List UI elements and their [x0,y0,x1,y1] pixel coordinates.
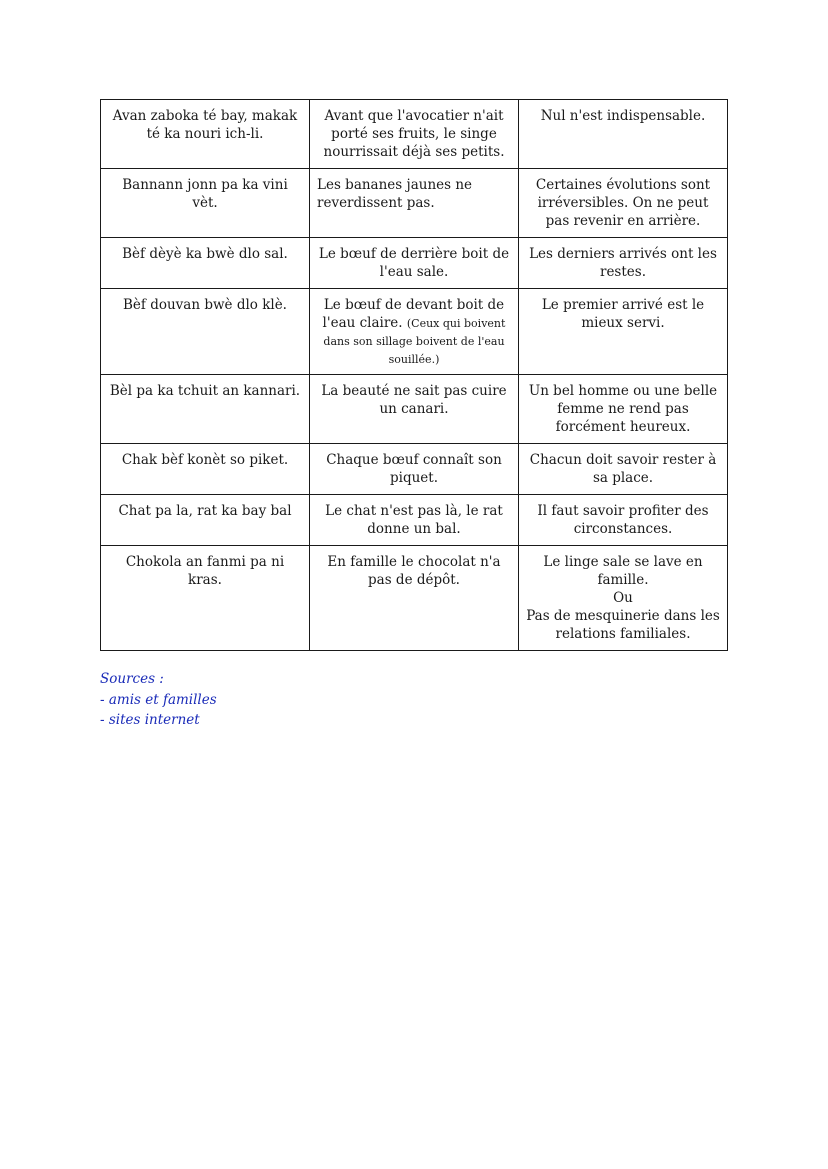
meaning-cell [519,169,728,238]
meaning-line: Certaines évolutions sont irréversibles. On ne peut pas revenir en arrière. [535,177,711,229]
meaning-cell [519,495,728,546]
creole-proverb-cell: Bannann jonn pa ka vini vèt. [101,169,310,238]
meaning-cell [519,444,728,495]
literal-text: La beauté ne sait pas cuire un canari. [321,383,507,417]
meaning-line: Ou [613,590,633,606]
literal-text: Le chat n'est pas là, le rat donne un bal. [325,503,503,537]
meaning-line: Chacun doit savoir rester à sa place. [529,452,717,486]
meaning-cell [519,238,728,289]
literal-translation-cell [310,495,519,546]
meaning-line: Un bel homme ou une belle femme ne rend pas forcément heureux. [528,383,718,435]
meaning-cell [519,546,728,651]
literal-note: (Ceux qui boivent dans son sillage boivent de l'eau souillée.) [323,317,506,366]
creole-proverb-cell: Chokola an fanmi pa ni kras. [101,546,310,651]
creole-proverb-cell: Bèl pa ka tchuit an kannari. [101,375,310,444]
literal-text: Avant que l'avocatier n'ait porté ses fruits, le singe nourrissait déjà ses petits. [323,108,505,160]
literal-translation-cell [310,289,519,375]
table-row [101,546,728,651]
table-row [101,375,728,444]
meaning-line: Le premier arrivé est le mieux servi. [541,297,705,331]
meaning-cell [519,289,728,375]
literal-translation-cell [310,546,519,651]
literal-text: Les bananes jaunes ne reverdissent pas. [317,177,473,211]
creole-proverb-cell: Avan zaboka té bay, makak té ka nouri ich-li. [101,100,310,169]
table-row [101,289,728,375]
source-item: - amis et familles [100,691,217,708]
literal-translation-cell [310,100,519,169]
literal-text: Le bœuf de derrière boit de l'eau sale. [318,246,510,280]
sources-block [100,669,217,731]
creole-proverb-cell: Bèf douvan bwè dlo klè. [101,289,310,375]
meaning-line: Le linge sale se lave en famille. [543,554,703,588]
meaning-line: Pas de mesquinerie dans les relations familiales. [526,608,720,642]
creole-proverb-cell: Bèf dèyè ka bwè dlo sal. [101,238,310,289]
table-row [101,169,728,238]
source-item: - sites internet [100,712,200,728]
literal-translation-cell [310,238,519,289]
proverbs-table [100,99,728,651]
meaning-line: Nul n'est indispensable. [540,108,706,124]
table-row [101,100,728,169]
literal-text: Chaque bœuf connaît son piquet. [326,452,502,486]
literal-translation-cell [310,444,519,495]
meaning-line: Il faut savoir profiter des circonstances. [537,503,709,537]
meaning-cell [519,375,728,444]
literal-text: En famille le chocolat n'a pas de dépôt. [327,554,501,588]
literal-translation-cell [310,375,519,444]
creole-proverb-cell: Chak bèf konèt so piket. [101,444,310,495]
literal-translation-cell [310,169,519,238]
table-row [101,238,728,289]
literal-text: Le bœuf de devant boit de l'eau claire. [322,297,505,331]
sources-title: Sources : [100,671,164,687]
meaning-line: Les derniers arrivés ont les restes. [529,246,717,280]
table-row [101,444,728,495]
creole-proverb-cell: Chat pa la, rat ka bay bal [101,495,310,546]
table-row [101,495,728,546]
meaning-cell [519,100,728,169]
